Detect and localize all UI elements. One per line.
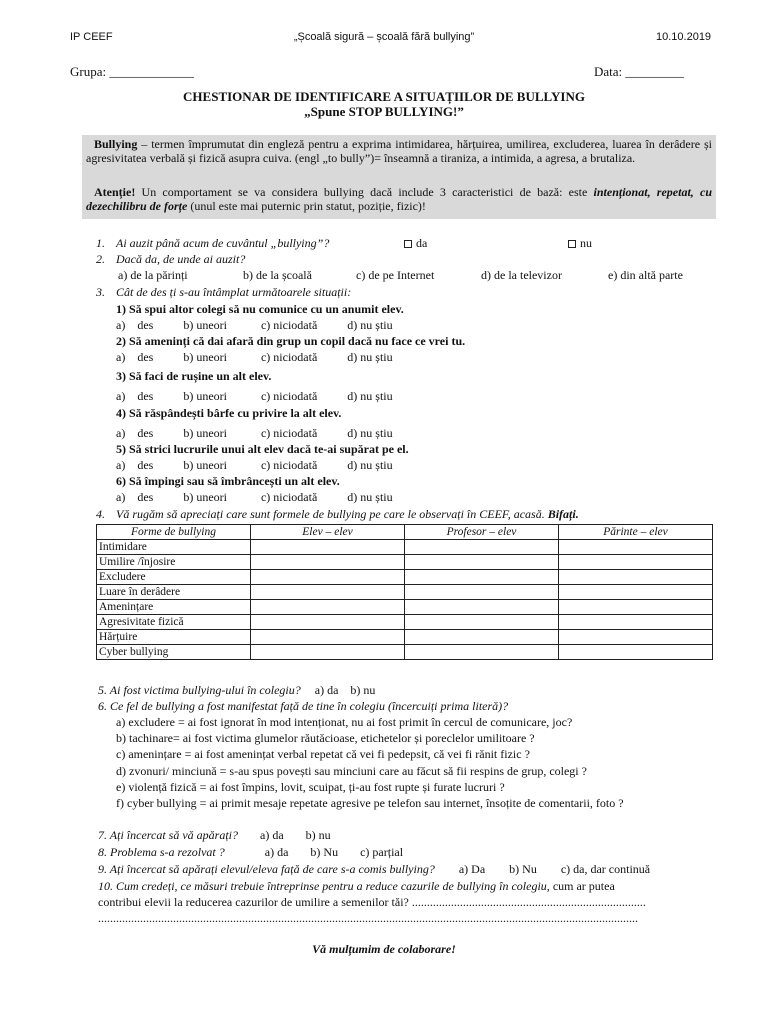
column-header: Părinte – elev bbox=[559, 525, 713, 540]
q3-item-5: 5) Să strici lucrurile unui alt elev dacă te-ai supărat pe el. bbox=[116, 442, 409, 456]
bullying-forms-table bbox=[96, 524, 713, 660]
q2-text: Dacă da, de unde ai auzit? bbox=[116, 252, 246, 266]
q4-number: 4. bbox=[96, 507, 105, 521]
q6-option-a[interactable]: a) excludere = ai fost ignorat în mod intenționat, nu ai fost primit în cercul de comunicare, joc? bbox=[116, 715, 573, 729]
checkbox-icon bbox=[404, 240, 412, 248]
q3-item-4-answers[interactable]: a) des b) uneori c) niciodată d) nu știu bbox=[116, 426, 393, 440]
q6-option-f[interactable]: f) cyber bullying = ai primit mesaje repetate agresive pe telefon sau internet, însoțite de comentarii, foto ? bbox=[116, 796, 624, 810]
table-header-row bbox=[97, 525, 713, 540]
check-cell[interactable] bbox=[251, 540, 405, 555]
check-cell[interactable] bbox=[405, 645, 559, 660]
check-cell[interactable] bbox=[559, 540, 713, 555]
q5: 5. Ai fost victima bullying-ului în colegiu? a) da b) nu bbox=[98, 683, 376, 697]
q1-yes-option[interactable]: da bbox=[404, 236, 427, 251]
q9-option-b[interactable]: b) Nu bbox=[509, 862, 537, 876]
check-cell[interactable] bbox=[251, 570, 405, 585]
q9: 9. Ați încercat să apărați elevul/eleva față de care s-a comis bullying? a) Da b) Nu c) da, dar continuă bbox=[98, 862, 651, 876]
check-cell[interactable] bbox=[559, 570, 713, 585]
check-cell[interactable] bbox=[559, 585, 713, 600]
q6-option-d[interactable]: d) zvonuri/ minciună = s-au spus povești sau minciuni care au făcut să fii respins de grup, colegi ? bbox=[116, 764, 587, 778]
check-cell[interactable] bbox=[405, 615, 559, 630]
q1-no-option[interactable]: nu bbox=[568, 236, 592, 251]
row-label: Intimidare bbox=[97, 540, 251, 555]
check-cell[interactable] bbox=[559, 645, 713, 660]
row-label: Cyber bullying bbox=[97, 645, 251, 660]
closing-message: Vă mulțumim de colaborare! bbox=[312, 942, 456, 956]
check-cell[interactable] bbox=[559, 630, 713, 645]
page-subtitle: „Spune STOP BULLYING!” bbox=[304, 104, 464, 119]
q1-number: 1. bbox=[96, 236, 105, 250]
q10-text: 10. Cum credeți, ce măsuri trebuie întreprinse pentru a reduce cazurile de bullying în colegiu, cum ar putea bbox=[98, 879, 615, 893]
check-cell[interactable] bbox=[405, 600, 559, 615]
column-header: Forme de bullying bbox=[97, 525, 251, 540]
q3-item-1: 1) Să spui altor colegi să nu comunice cu un anumit elev. bbox=[116, 302, 404, 316]
q4-text: Vă rugăm să apreciați care sunt formele de bullying pe care le observați în CEEF, acasă. Bifați. bbox=[116, 507, 579, 521]
check-cell[interactable] bbox=[405, 585, 559, 600]
q3-item-6-answers[interactable]: a) des b) uneori c) niciodată d) nu știu bbox=[116, 490, 393, 504]
table-row bbox=[97, 600, 713, 615]
table-row bbox=[97, 630, 713, 645]
q1-text: Ai auzit până acum de cuvântul „bullying”? bbox=[116, 236, 330, 250]
q9-option-c[interactable]: c) da, dar continuă bbox=[560, 862, 651, 876]
q7: 7. Ați încercat să vă apărați? a) da b) nu bbox=[98, 828, 331, 842]
check-cell[interactable] bbox=[251, 645, 405, 660]
column-header: Elev – elev bbox=[251, 525, 405, 540]
q2-option-e[interactable]: e) din altă parte bbox=[608, 268, 683, 282]
row-label: Excludere bbox=[97, 570, 251, 585]
q9-option-a[interactable]: a) Da bbox=[458, 862, 486, 876]
header-center: „Școală sigură – școală fără bullying” bbox=[293, 31, 475, 43]
table-row bbox=[97, 615, 713, 630]
table-row bbox=[97, 555, 713, 570]
q6-option-c[interactable]: c) amenințare = ai fost amenințat verbal repetat că vei fi pedepsit, că vei fi rănit fizic ? bbox=[116, 747, 530, 761]
row-label: Hărțuire bbox=[97, 630, 251, 645]
row-label: Amenințare bbox=[97, 600, 251, 615]
q2-number: 2. bbox=[96, 252, 105, 266]
q6-option-e[interactable]: e) violență fizică = ai fost împins, lovit, scuipat, ți-au fost rupte și furate lucruri ? bbox=[116, 780, 505, 794]
q3-text: Cât de des ți s-au întâmplat următoarele situații: bbox=[116, 285, 352, 299]
row-label: Umilire /înjosire bbox=[97, 555, 251, 570]
q3-item-2: 2) Să ameninți că dai afară din grup un copil dacă nu face ce vrei tu. bbox=[116, 334, 466, 348]
table-row bbox=[97, 645, 713, 660]
date-field[interactable]: Data: _________ bbox=[594, 64, 684, 79]
q7-option-b[interactable]: b) nu bbox=[305, 828, 331, 842]
check-cell[interactable] bbox=[405, 570, 559, 585]
definition-text: Bullying – termen împrumutat din engleză pentru a exprima intimidarea, hărțuirea, umilirea, excluderea, luarea în derâdere și agresivitatea verbală și fizică asupra cuiva. (engl „to bully”)= înseamnă a tiraniza, a intimida, a agresa, a brutaliza. bbox=[86, 137, 712, 165]
q6-option-b[interactable]: b) tachinare= ai fost victima glumelor răutăcioase, etichetelor și poreclelor umilitoare ? bbox=[116, 731, 535, 745]
q3-item-6: 6) Să împingi sau să îmbrâncești un alt elev. bbox=[116, 474, 340, 488]
q8-option-c[interactable]: c) parțial bbox=[360, 845, 404, 859]
check-cell[interactable] bbox=[251, 615, 405, 630]
q8-option-b[interactable]: b) Nu bbox=[310, 845, 339, 859]
check-cell[interactable] bbox=[251, 555, 405, 570]
check-cell[interactable] bbox=[251, 585, 405, 600]
q2-option-d[interactable]: d) de la televizor bbox=[481, 268, 562, 282]
check-cell[interactable] bbox=[559, 615, 713, 630]
table-row bbox=[97, 540, 713, 555]
check-cell[interactable] bbox=[559, 600, 713, 615]
attention-text: Atenție! Un comportament se va considera bullying dacă include 3 caracteristici de bază: este intenționat, repetat, cu dezechilibru de forțe (unul este mai puternic prin statut, poziție, fizic)! bbox=[86, 185, 712, 213]
checkbox-icon bbox=[568, 240, 576, 248]
check-cell[interactable] bbox=[251, 630, 405, 645]
q3-item-5-answers[interactable]: a) des b) uneori c) niciodată d) nu știu bbox=[116, 458, 393, 472]
q3-item-2-answers[interactable]: a) des b) uneori c) niciodată d) nu știu bbox=[116, 350, 393, 364]
q5-option-a[interactable]: a) da bbox=[314, 683, 339, 697]
row-label: Agresivitate fizică bbox=[97, 615, 251, 630]
q3-item-3-answers[interactable]: a) des b) uneori c) niciodată d) nu știu bbox=[116, 389, 393, 403]
page-title: CHESTIONAR DE IDENTIFICARE A SITUAȚIILOR DE BULLYING bbox=[183, 89, 585, 104]
check-cell[interactable] bbox=[405, 630, 559, 645]
q3-item-1-answers[interactable]: a) des b) uneori c) niciodată d) nu știu bbox=[116, 318, 393, 332]
q3-number: 3. bbox=[96, 285, 105, 299]
row-label: Luare în derâdere bbox=[97, 585, 251, 600]
q8-option-a[interactable]: a) da bbox=[264, 845, 289, 859]
header-date: 10.10.2019 bbox=[656, 31, 712, 43]
q7-option-a[interactable]: a) da bbox=[260, 828, 284, 842]
q6-text: 6. Ce fel de bullying a fost manifestat față de tine în colegiu (încercuiți prima literă)? bbox=[98, 699, 509, 713]
table-row bbox=[97, 585, 713, 600]
q2-option-c[interactable]: c) de pe Internet bbox=[356, 268, 435, 282]
q3-item-3: 3) Să faci de rușine un alt elev. bbox=[116, 369, 272, 383]
check-cell[interactable] bbox=[559, 555, 713, 570]
table-row bbox=[97, 570, 713, 585]
q2-option-a[interactable]: a) de la părinți bbox=[118, 268, 188, 282]
check-cell[interactable] bbox=[405, 555, 559, 570]
q5-option-b[interactable]: b) nu bbox=[350, 683, 376, 697]
header-left: IP CEEF bbox=[70, 31, 113, 43]
column-header: Profesor – elev bbox=[405, 525, 559, 540]
q10-answer-line-1[interactable]: contribui elevii la reducerea cazurilor de umilire a semenilor tăi? .............................................................................. bbox=[98, 895, 646, 909]
q2-option-b[interactable]: b) de la școală bbox=[243, 268, 312, 282]
q8: 8. Problema s-a rezolvat ? a) da b) Nu c) parțial bbox=[98, 845, 404, 859]
q10-answer-line-2[interactable]: .................................................................................................................................................................................... bbox=[98, 911, 638, 925]
check-cell[interactable] bbox=[405, 540, 559, 555]
group-field[interactable]: Grupa: _____________ bbox=[70, 64, 194, 79]
q3-item-4: 4) Să răspândești bârfe cu privire la alt elev. bbox=[116, 406, 342, 420]
check-cell[interactable] bbox=[251, 600, 405, 615]
